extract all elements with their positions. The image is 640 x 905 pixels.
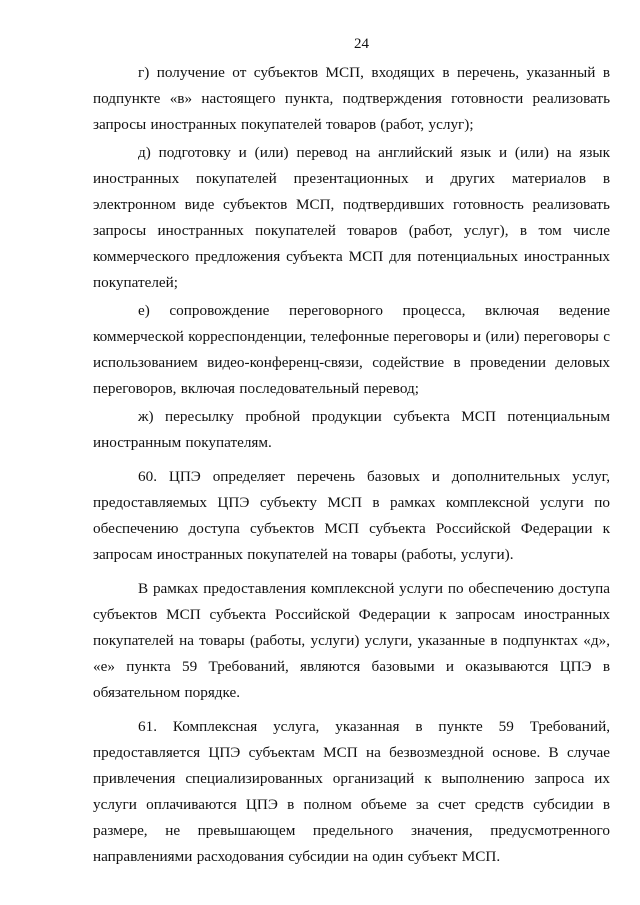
page-number: 24 <box>354 36 369 52</box>
paragraph-subitem-d: д) подготовку и (или) перевод на английский язык и (или) на язык иностранных покупателей презентационных и других материалов в электронном виде субъектов МСП, подтвердивших готовность реализовать запросы иностранных покупателей товаров (работ, услуг), в том числе коммерческого предложения субъекта МСП для потенциальных иностранных покупателей; <box>93 144 610 291</box>
paragraph-subitem-zh: ж) пересылку пробной продукции субъекта МСП потенциальным иностранным покупателям. <box>93 408 610 451</box>
paragraph-subitem-g: г) получение от субъектов МСП, входящих в перечень, указанный в подпункте «в» настоящего пункта, подтверждения готовности реализовать запросы иностранных покупателей товаров (работ, услуг); <box>93 64 610 133</box>
paragraph-subitem-e: е) сопровождение переговорного процесса, включая ведение коммерческой корреспонденции, телефонные переговоры и (или) переговоры с использованием видео-конференц-связи, содействие в проведении деловых переговоров, включая последовательный перевод; <box>93 302 610 397</box>
paragraph-item-60: 60. ЦПЭ определяет перечень базовых и дополнительных услуг, предоставляемых ЦПЭ субъекту МСП в рамках комплексной услуги по обеспечению доступа субъектов МСП субъекта Российской Федерации к запросам иностранных покупателей на товары (работы, услуги). <box>93 468 610 563</box>
paragraph-item-61: 61. Комплексная услуга, указанная в пункте 59 Требований, предоставляется ЦПЭ субъектам МСП на безвозмездной основе. В случае привлечения специализированных организаций к выполнению запроса их услуги оплачиваются ЦПЭ в полном объеме за счет средств субсидии в размере, не превышающем предельного значения, предусмотренного направлениями расходования субсидии на один субъект МСП. <box>93 718 610 865</box>
paragraph-basic-services: В рамках предоставления комплексной услуги по обеспечению доступа субъектов МСП субъекта Российской Федерации к запросам иностранных покупателей на товары (работы, услуги) услуги, указанные в подпунктах «д», «е» пункта 59 Требований, являются базовыми и оказываются ЦПЭ в обязательном порядке. <box>93 580 610 701</box>
